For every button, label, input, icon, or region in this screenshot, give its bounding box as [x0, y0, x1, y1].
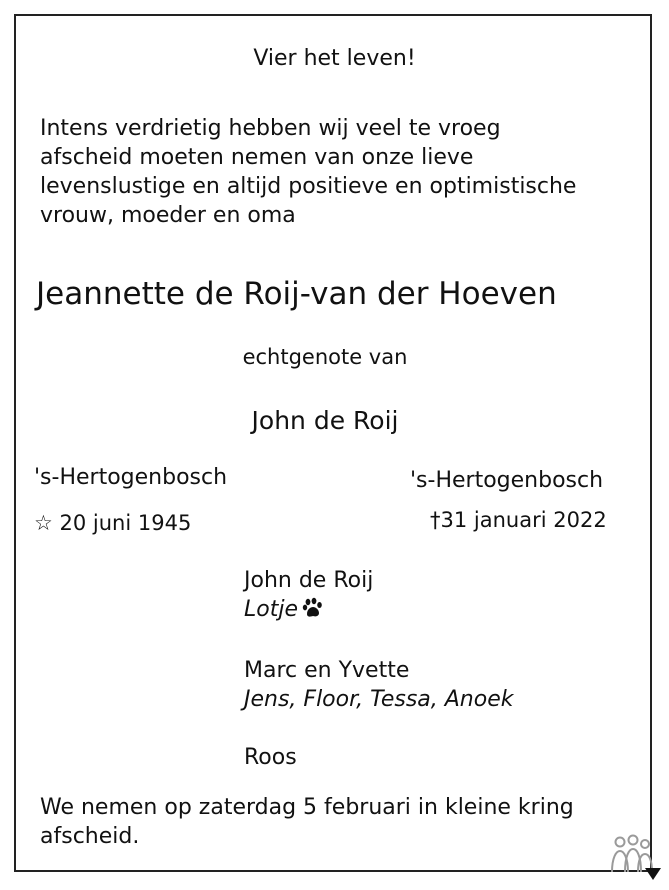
- arrow-down-icon[interactable]: [645, 868, 661, 880]
- family-list: [244, 566, 514, 772]
- family-member: John de Roij: [244, 568, 374, 593]
- intro-line: levenslustige en altijd positieve en optimistische: [40, 174, 577, 199]
- motto: Vier het leven!: [253, 46, 416, 71]
- deceased-name: Jeannette de Roij-van der Hoeven: [36, 276, 557, 312]
- closing-line: afscheid.: [40, 824, 140, 849]
- birth-date: 20 juni 1945: [59, 511, 192, 535]
- star-icon: ☆: [34, 511, 53, 535]
- family-member: Roos: [244, 745, 297, 770]
- spouse-label: echtgenote van: [242, 345, 408, 369]
- pet-name: Lotje: [244, 597, 298, 622]
- birth-place: 's-Hertogenbosch: [34, 465, 228, 490]
- closing-text: [40, 793, 574, 851]
- intro-line: afscheid moeten nemen van onze lieve: [40, 145, 474, 170]
- intro-line: vrouw, moeder en oma: [40, 203, 296, 228]
- death-place: 's-Hertogenbosch: [410, 468, 604, 493]
- birth-date-line: [34, 511, 191, 535]
- intro-line: Intens verdrietig hebben wij veel te vroeg: [40, 116, 501, 141]
- closing-line: We nemen op zaterdag 5 februari in kleine kring: [40, 795, 574, 820]
- death-date-line: [430, 508, 607, 532]
- family-pet-line: [244, 595, 514, 627]
- family-member: Marc en Yvette: [244, 658, 410, 683]
- death-date: 31 januari 2022: [440, 508, 607, 532]
- intro-text: [40, 114, 576, 230]
- paw-print-icon: [302, 597, 324, 627]
- spouse-name: John de Roij: [251, 406, 399, 435]
- grandchildren: Jens, Floor, Tessa, Anoek: [244, 687, 514, 712]
- cross-icon: †: [430, 508, 441, 532]
